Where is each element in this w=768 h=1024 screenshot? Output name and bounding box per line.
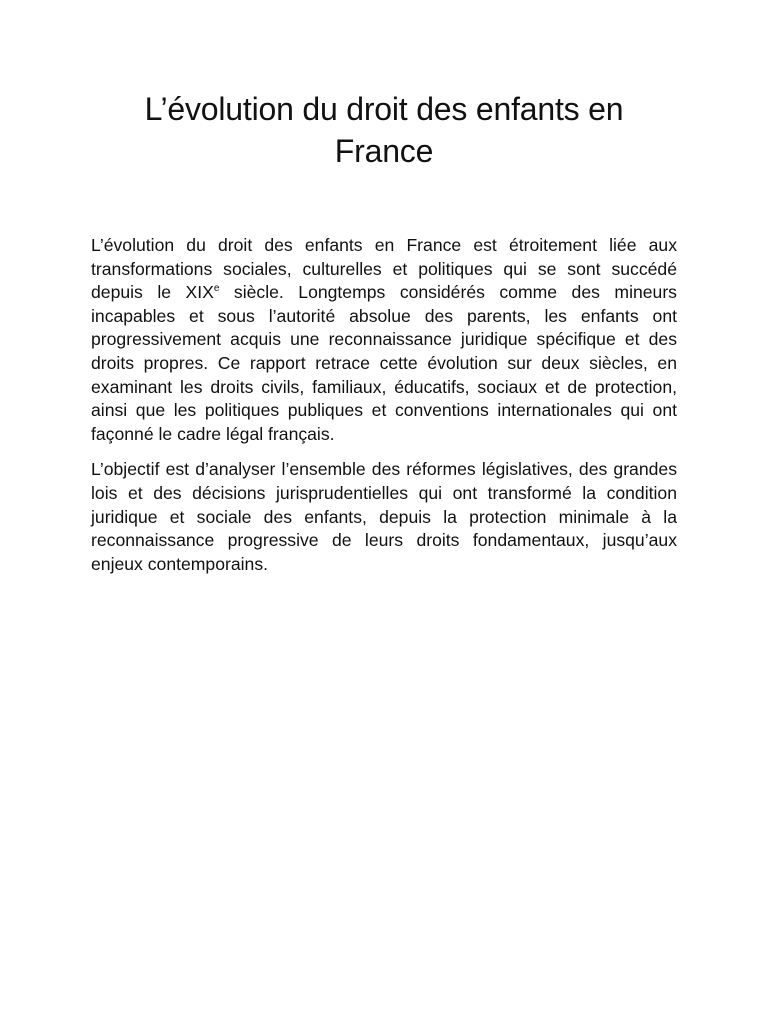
intro-paragraph-text-end: siècle. Longtemps considérés comme des mineurs incapables et sous l’autorité absolue des parents, les enfants ont progressivement acquis une reconnaissance juridique spécifique et des droits propres. Ce rapport retrace cette évolution sur deux siècles, en examinant les droits civils, familiaux, éducatifs, sociaux et de protection, ainsi que les politiques publiques et conventions internationales qui ont façonné le cadre légal français.	[91, 282, 677, 444]
document-body	[91, 234, 677, 588]
document-title: L’évolution du droit des enfants en France	[144, 91, 624, 169]
intro-paragraph	[91, 234, 677, 446]
intro-paragraph-text-start: L’évolution du droit des enfants en France est étroitement liée aux transformations sociales, culturelles et politiques qui se sont succédé depuis le XIX	[91, 235, 677, 303]
objective-paragraph: L’objectif est d’analyser l’ensemble des réformes législatives, des grandes lois et des décisions jurisprudentielles qui ont transformé la condition juridique et sociale des enfants, depuis la protection minimale à la reconnaissance progressive de leurs droits fondamentaux, jusqu’aux enjeux contemporains.	[91, 459, 677, 574]
century-superscript: e	[213, 283, 220, 295]
